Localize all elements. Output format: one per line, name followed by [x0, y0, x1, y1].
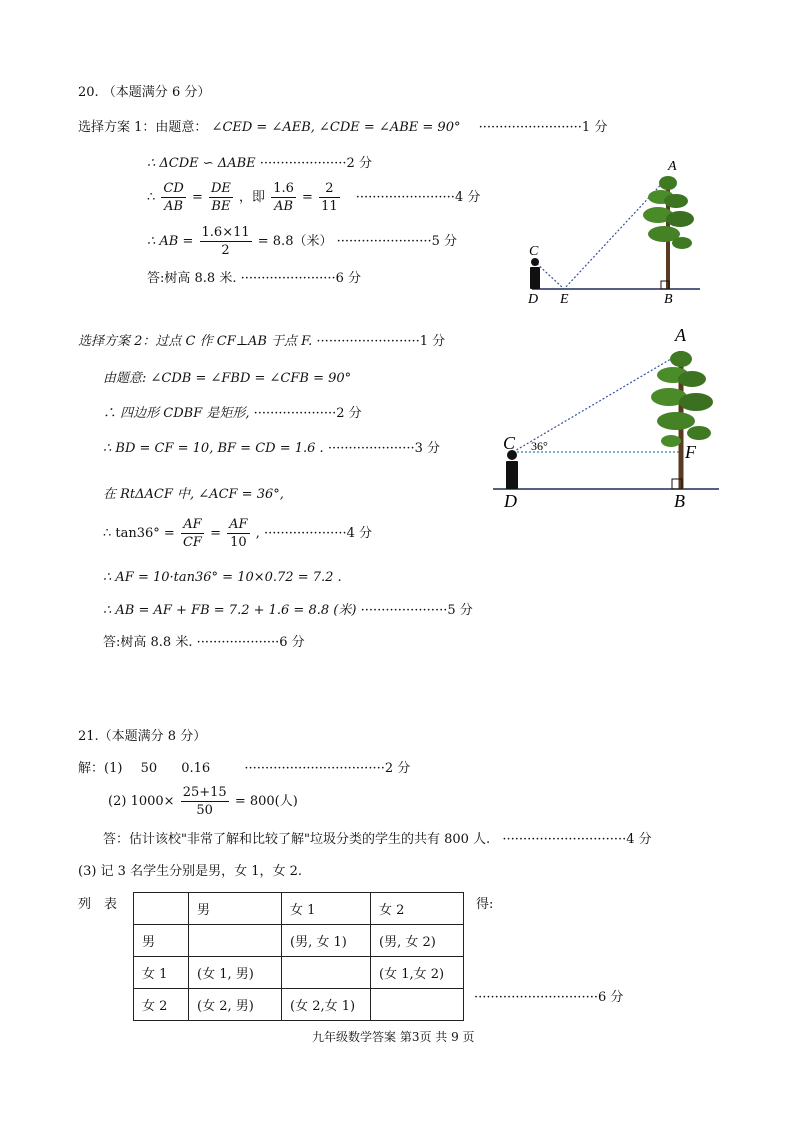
- plan1-similar: ∴ ΔCDE ∽ ΔABE: [147, 156, 256, 171]
- label-D: D: [504, 491, 517, 511]
- label-A: A: [668, 159, 677, 174]
- table-row: [134, 957, 464, 989]
- fraction-2-11: $\frac{2}{11}$: [321, 181, 338, 214]
- q21-answer2-dots: ······························4 分: [502, 832, 652, 847]
- plan1-dots6: ·······················6 分: [240, 271, 362, 286]
- plan2-lengths-line: [103, 440, 440, 458]
- q20-header: 20. （本题满分 6 分）: [78, 85, 211, 100]
- person-body: [506, 461, 518, 489]
- q21-table-dots: ······························6 分: [474, 990, 624, 1005]
- plan1-answer: 答:树高 8.8 米.: [147, 271, 237, 286]
- q21-sol2-label: (2): [108, 794, 127, 809]
- figure-plan2: [493, 325, 733, 510]
- plan1-given-line: [78, 119, 607, 137]
- plan2-given: 由题意: ∠CDB = ∠FBD = ∠CFB = 90°: [103, 371, 352, 386]
- label-C: C: [503, 433, 516, 453]
- plan1-dots2: ·····················2 分: [259, 156, 372, 171]
- fraction-16-ab: $\frac{1.6}{AB}$: [273, 181, 294, 214]
- q21-header: 21.（本题满分 8 分）: [78, 729, 207, 744]
- q21-sol3: (3) 记 3 名学生分别是男，女 1，女 2.: [78, 864, 303, 879]
- tree-icon: [643, 176, 694, 289]
- q21-list-label: 列 表: [78, 897, 118, 912]
- plan2-in-triangle: 在 RtΔACF 中, ∠ACF = 36°,: [103, 487, 284, 502]
- plan2-answer-line: [103, 634, 305, 652]
- label-A: A: [675, 325, 686, 345]
- equals-sign: =: [210, 526, 221, 541]
- label-F: F: [685, 442, 696, 462]
- table-header-cell: 女 1: [282, 893, 371, 925]
- plan2-af: ∴ AF = 10·tan36° = 10×0.72 = 7.2 .: [103, 570, 342, 585]
- plan2-dots1: ·························1 分: [316, 334, 446, 349]
- table-cell: (女 2,女 1): [282, 989, 371, 1021]
- table-row: [134, 989, 464, 1021]
- q21-sol1-label: 解：(1): [78, 761, 123, 776]
- plan2-tan-line: [103, 516, 372, 551]
- plan2-dots3: ·····················3 分: [327, 441, 440, 456]
- person-body: [530, 267, 540, 289]
- q21-sol2-result: = 800(人): [234, 794, 298, 809]
- q21-sol1-a: 50: [140, 761, 158, 776]
- q21-sol1-dots: ··································2 分: [244, 761, 411, 776]
- equals-sign: =: [302, 190, 313, 205]
- plan1-dots5: ·······················5 分: [336, 234, 458, 249]
- table-cell: 女 1: [134, 957, 189, 989]
- sight-line: [534, 177, 668, 289]
- fraction-af-10: $\frac{AF}{10}$: [229, 517, 248, 550]
- label-angle: 36°: [531, 439, 548, 453]
- outcome-table: [133, 892, 464, 1021]
- person-head: [531, 258, 539, 266]
- table-header-cell: [134, 893, 189, 925]
- plan2-rect: ∴ 四边形 CDBF 是矩形,: [103, 406, 250, 421]
- table-header-row: [134, 893, 464, 925]
- label-D: D: [528, 292, 539, 307]
- label-B: B: [674, 491, 685, 511]
- table-cell: [282, 957, 371, 989]
- table-cell: [189, 925, 282, 957]
- q21-de-label: 得:: [476, 897, 494, 912]
- plan1-intro: 选择方案 1：由题意：: [78, 120, 208, 135]
- page-footer: 九年级数学答案 第3页 共 9 页: [312, 1030, 475, 1044]
- plan1-ratio-prefix: ∴: [147, 190, 156, 205]
- fraction-16x11-2: $\frac{1.6\times 11}{2}$: [201, 225, 250, 258]
- fraction-de-be: $\frac{DE}{BE}$: [210, 181, 231, 214]
- fraction-af-cf: $\frac{AF}{CF}$: [182, 517, 202, 550]
- table-header-cell: 男: [189, 893, 282, 925]
- q21-answer2-line: [103, 831, 652, 849]
- plan1-ab-line: [147, 224, 457, 259]
- q21-sol2-prefix: 1000×: [130, 794, 175, 809]
- table-cell: (女 1,女 2): [371, 957, 464, 989]
- table-cell: 女 2: [134, 989, 189, 1021]
- plan2-ab: ∴ AB = AF + FB = 7.2 + 1.6 = 8.8 (米): [103, 603, 357, 618]
- equals-sign: =: [191, 190, 203, 205]
- plan2-intro-line: [78, 333, 445, 351]
- plan1-ratio-line: [147, 180, 480, 215]
- plan2-answer: 答:树高 8.8 米.: [103, 635, 193, 650]
- plan1-namely: ，即: [239, 190, 266, 205]
- figure-plan1: [518, 155, 708, 305]
- plan1-dots4: ························4 分: [355, 190, 481, 205]
- plan2-dots5: ·····················5 分: [360, 603, 473, 618]
- plan1-ab-result: = 8.8（米）: [257, 234, 333, 249]
- fraction-cd-ab: $\frac{CD}{AB}$: [163, 181, 184, 214]
- q21-sol1-line: [78, 760, 410, 778]
- plan2-dots6: ····················6 分: [196, 635, 305, 650]
- plan1-ab-prefix: ∴ AB =: [147, 234, 194, 249]
- table-cell: [371, 989, 464, 1021]
- table-cell: (女 1, 男): [189, 957, 282, 989]
- table-cell: (男, 女 2): [371, 925, 464, 957]
- table-cell: (男, 女 1): [282, 925, 371, 957]
- table-cell: (女 2, 男): [189, 989, 282, 1021]
- plan1-answer-line: [147, 270, 361, 288]
- comma: ,: [255, 526, 260, 541]
- plan2-rect-line: [103, 405, 362, 423]
- plan2-dots2: ····················2 分: [253, 406, 362, 421]
- plan1-given: ∠CED = ∠AEB, ∠CDE = ∠ABE = 90°: [211, 120, 461, 135]
- table-row: [134, 925, 464, 957]
- plan1-dots1: ·························1 分: [478, 120, 608, 135]
- plan2-ab-line: [103, 602, 473, 620]
- plan1-similar-line: [147, 155, 372, 173]
- plan2-intro: 选择方案 2：过点 C 作 CF⊥AB 于点 F.: [78, 334, 313, 349]
- q21-sol1-b: 0.16: [181, 761, 211, 776]
- tree-icon: [651, 351, 713, 489]
- table-header-cell: 女 2: [371, 893, 464, 925]
- plan2-tan-prefix: ∴ tan36° =: [103, 526, 175, 541]
- plan2-lengths: ∴ BD = CF = 10, BF = CD = 1.6 .: [103, 441, 324, 456]
- q21-sol2-line: [108, 784, 298, 819]
- plan2-dots4: ····················4 分: [263, 526, 373, 541]
- label-C: C: [529, 244, 539, 259]
- table-cell: 男: [134, 925, 189, 957]
- q21-answer2: 答：估计该校"非常了解和比较了解"垃圾分类的学生的共有 800 人.: [103, 832, 491, 847]
- label-B: B: [664, 292, 673, 307]
- fraction-25plus15-50: $\frac{25+15}{50}$: [182, 785, 227, 818]
- label-E: E: [560, 292, 569, 307]
